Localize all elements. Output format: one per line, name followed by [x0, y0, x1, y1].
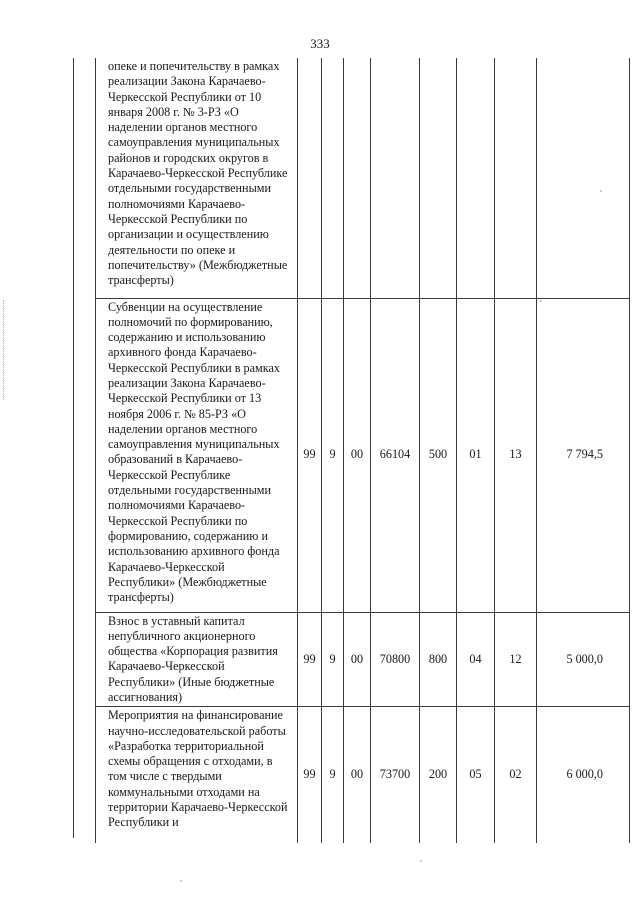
amount-cell: 5 000,0 — [537, 612, 630, 707]
amount-cell: 7 794,5 — [537, 298, 630, 612]
table-row — [96, 707, 630, 843]
code-cell: 00 — [344, 298, 371, 612]
table-left-edge — [73, 58, 74, 838]
page-number: 333 — [310, 36, 330, 51]
code-cell: 200 — [420, 707, 457, 843]
code-cell — [298, 58, 322, 298]
code-cell: 70800 — [371, 612, 420, 707]
code-cell: 99 — [298, 612, 322, 707]
table-row — [96, 58, 630, 298]
scan-speck — [600, 190, 602, 192]
code-cell: 500 — [420, 298, 457, 612]
code-cell — [457, 58, 495, 298]
code-cell: 13 — [495, 298, 537, 612]
row-description: опеке и попечительству в рамках реализации Закона Карачаево-Черкесской Республики от 10 января 2008 г. № 3-РЗ «О наделении органов местного самоуправления муниципальных районов и городских округов в Карачаево-Черкесской Республике отдельными государственными полномочиями Карачаево-Черкесской Республики по организации и осуществлению деятельности по опеке и попечительству» (Межбюджетные трансферты) — [96, 58, 298, 298]
code-cell: 00 — [344, 612, 371, 707]
budget-table — [95, 58, 630, 843]
code-cell: 04 — [457, 612, 495, 707]
code-cell: 02 — [495, 707, 537, 843]
code-cell — [371, 58, 420, 298]
scan-speck — [420, 860, 422, 862]
code-cell: 01 — [457, 298, 495, 612]
row-description: Субвенции на осуществление полномочий по формированию, содержанию и использованию архивного фонда Карачаево-Черкесской Республики в рамках реализации Закона Карачаево-Черкесской Республики от 13 ноября 2006 г. № 85-РЗ «О наделении органов местного самоуправления муниципальных образований в Карачаево-Черкесской Республике отдельными государственными полномочиями Карачаево-Черкесской Республики по формированию, содержанию и использованию архивного фонда Карачаево-Черкесской Республики» (Межбюджетные трансферты) — [96, 298, 298, 612]
code-cell: 99 — [298, 707, 322, 843]
table-row — [96, 612, 630, 707]
code-cell: 00 — [344, 707, 371, 843]
code-cell: 9 — [322, 298, 344, 612]
code-cell — [322, 58, 344, 298]
table-row — [96, 298, 630, 612]
code-cell: 9 — [322, 707, 344, 843]
code-cell: 99 — [298, 298, 322, 612]
scan-speck — [540, 300, 542, 302]
code-cell: 800 — [420, 612, 457, 707]
code-cell: 12 — [495, 612, 537, 707]
row-description: Взнос в уставный капитал непубличного акционерного общества «Корпорация развития Карачаево-Черкесской Республики» (Иные бюджетные ассигнования) — [96, 612, 298, 707]
code-cell: 66104 — [371, 298, 420, 612]
code-cell — [420, 58, 457, 298]
amount-cell: 6 000,0 — [537, 707, 630, 843]
scan-speck — [180, 880, 182, 882]
row-description: Мероприятия на финансирование научно-исследовательской работы «Разработка территориальной схемы обращения с отходами, в том числе с твердыми коммунальными отходами на территории Карачаево-Черкесской Республики и — [96, 707, 298, 843]
code-cell — [495, 58, 537, 298]
amount-cell — [537, 58, 630, 298]
code-cell: 9 — [322, 612, 344, 707]
code-cell: 05 — [457, 707, 495, 843]
scan-margin-marks — [3, 300, 6, 400]
code-cell — [344, 58, 371, 298]
code-cell: 73700 — [371, 707, 420, 843]
